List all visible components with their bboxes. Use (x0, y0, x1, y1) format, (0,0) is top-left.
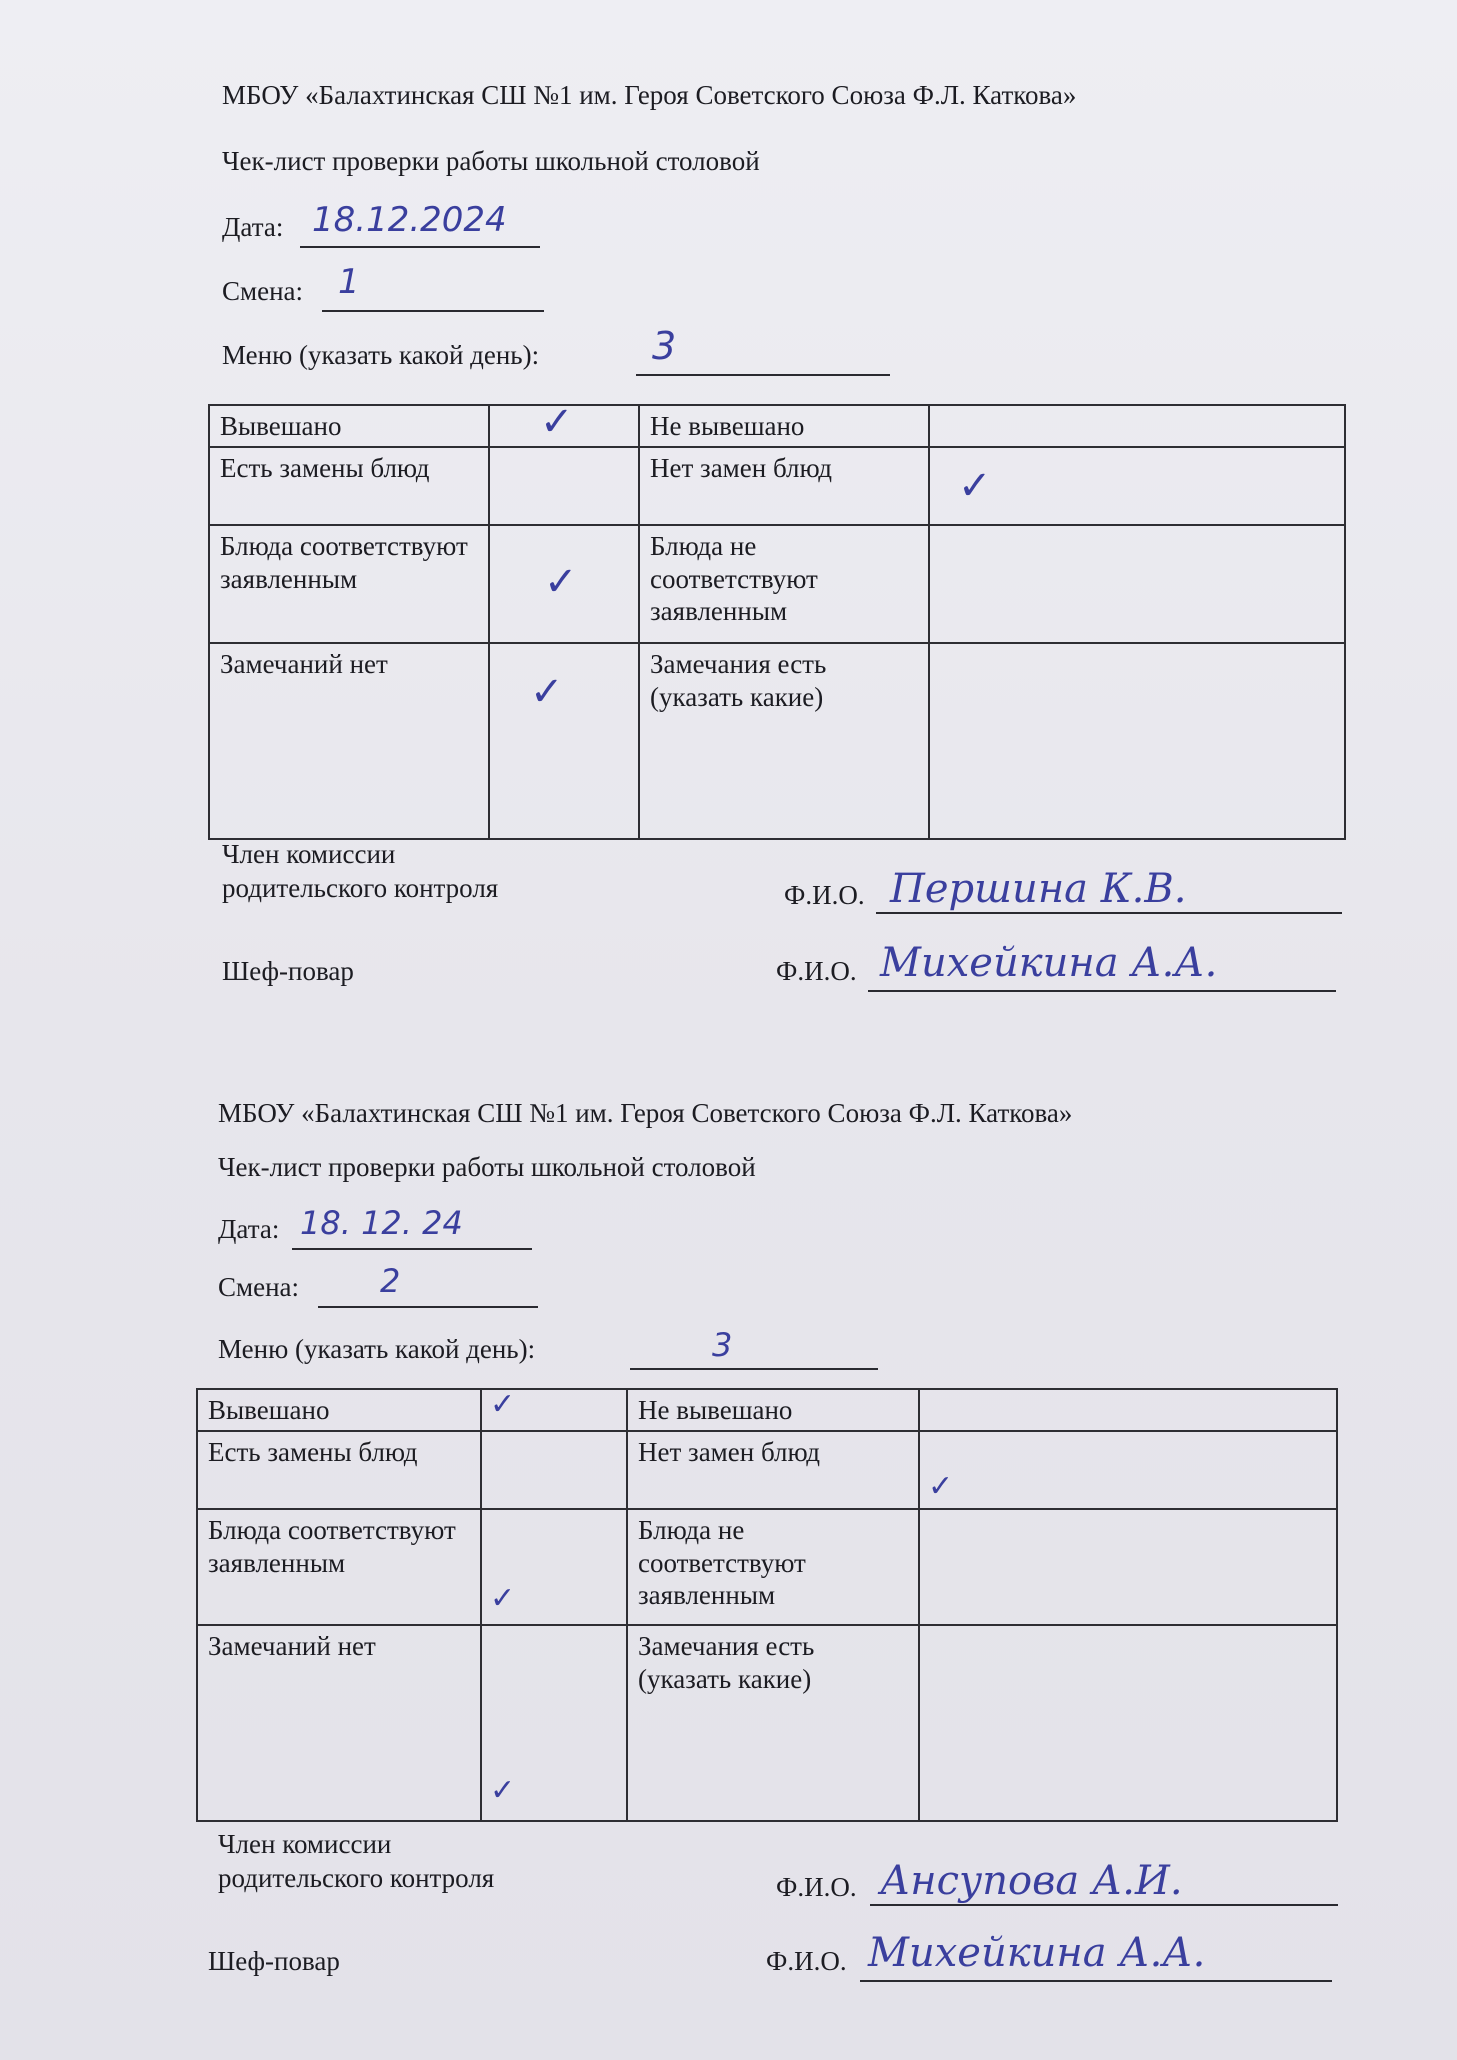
checkbox-cell[interactable] (919, 1431, 1337, 1509)
table-row (197, 1431, 1337, 1509)
school-name: МБОУ «Балахтинская СШ №1 им. Героя Советского Союза Ф.Л. Каткова» (218, 1098, 1073, 1128)
checkmark-icon: ✓ (540, 399, 574, 445)
chef-signature: Михейкина А.А. (868, 1930, 1206, 1976)
chef-fio-label: Ф.И.О. (776, 956, 857, 986)
school-name: МБОУ «Балахтинская СШ №1 им. Героя Советского Союза Ф.Л. Каткова» (222, 80, 1077, 110)
member-signature: Ансупова А.И. (880, 1858, 1183, 1904)
checkbox-cell[interactable] (919, 1625, 1337, 1821)
row-label-right: Не вывешано (639, 405, 929, 447)
member-fio-label: Ф.И.О. (784, 880, 865, 910)
member-label: Член комиссии родительского контроля (218, 1829, 495, 1893)
checklist-table (196, 1388, 1338, 1822)
chef-fio-label: Ф.И.О. (766, 1946, 847, 1976)
chef-signature: Михейкина А.А. (880, 940, 1218, 986)
menu-value: 3 (712, 1326, 733, 1364)
date-value: 18. 12. 24 (300, 1204, 463, 1242)
form-title: Чек-лист проверки работы школьной столовой (218, 1152, 756, 1182)
checkmark-icon: ✓ (958, 463, 992, 510)
row-label-left: Блюда соответствуют заявленным (197, 1509, 481, 1625)
checkbox-cell[interactable] (481, 1389, 627, 1431)
checkmark-icon: ✓ (490, 1387, 516, 1422)
row-label-left: Есть замены блюд (197, 1431, 481, 1509)
menu-field (630, 1334, 878, 1370)
chef-signature-line (868, 990, 1336, 992)
table-row (197, 1509, 1337, 1625)
row-label-left: Есть замены блюд (209, 447, 489, 525)
date-value: 18.12.2024 (312, 200, 507, 240)
checkmark-icon: ✓ (928, 1469, 954, 1505)
table-row (197, 1625, 1337, 1821)
checkbox-cell[interactable] (919, 1389, 1337, 1431)
row-label-right: Замечания есть (указать какие) (639, 643, 929, 839)
menu-label: Меню (указать какой день): (218, 1334, 536, 1364)
checkbox-cell[interactable] (929, 643, 1345, 839)
checkmark-icon: ✓ (490, 1581, 516, 1617)
checkbox-cell[interactable] (481, 1625, 627, 1821)
checkbox-cell[interactable] (489, 525, 639, 643)
shift-label: Смена: (218, 1272, 300, 1302)
shift-value: 2 (380, 1262, 401, 1300)
row-label-left: Вывешано (209, 405, 489, 447)
checklist-table (208, 399, 1346, 840)
row-label-left: Блюда соответствуют заявленным (209, 525, 489, 643)
checkbox-cell[interactable] (919, 1509, 1337, 1625)
checkbox-cell[interactable] (481, 1509, 627, 1625)
chef-label: Шеф-повар (222, 956, 354, 986)
shift-value: 1 (338, 262, 360, 302)
menu-label: Меню (указать какой день): (222, 340, 540, 370)
member-label: Член комиссии родительского контроля (222, 839, 499, 903)
member-signature-line (870, 1904, 1338, 1906)
row-label-left: Замечаний нет (209, 643, 489, 839)
chef-signature-line (860, 1980, 1332, 1982)
checkbox-cell[interactable] (929, 405, 1345, 447)
row-label-right: Нет замен блюд (639, 447, 929, 525)
row-label-left: Замечаний нет (197, 1625, 481, 1821)
row-label-right: Блюда не соответствуют заявленным (627, 1509, 919, 1625)
chef-label: Шеф-повар (208, 1946, 340, 1976)
row-label-right: Блюда не соответствуют заявленным (639, 525, 929, 643)
member-fio-label: Ф.И.О. (776, 1872, 857, 1902)
checkmark-icon: ✓ (530, 669, 564, 716)
checkbox-cell[interactable] (481, 1431, 627, 1509)
checkbox-cell[interactable] (489, 447, 639, 525)
shift-label: Смена: (222, 276, 304, 306)
member-signature: Першина К.В. (890, 866, 1187, 912)
menu-value: 3 (652, 324, 677, 368)
checkbox-cell[interactable] (489, 643, 639, 839)
form-title: Чек-лист проверки работы школьной столовой (222, 146, 760, 176)
shift-field (318, 1272, 538, 1308)
row-label-right: Замечания есть (указать какие) (627, 1625, 919, 1821)
table-row (209, 447, 1345, 525)
checkmark-icon: ✓ (544, 559, 578, 606)
table-row (209, 405, 1345, 447)
checkbox-cell[interactable] (929, 525, 1345, 643)
row-label-right: Нет замен блюд (627, 1431, 919, 1509)
table-row (209, 643, 1345, 839)
checkmark-icon: ✓ (490, 1773, 516, 1809)
row-label-left: Вывешано (197, 1389, 481, 1431)
table-row (197, 1389, 1337, 1431)
date-label: Дата: (218, 1214, 280, 1244)
row-label-right: Не вывешано (627, 1389, 919, 1431)
date-label: Дата: (222, 212, 284, 242)
checkbox-cell[interactable] (489, 399, 639, 447)
checkbox-cell[interactable] (929, 447, 1345, 525)
table-row (209, 525, 1345, 643)
member-signature-line (876, 912, 1342, 914)
